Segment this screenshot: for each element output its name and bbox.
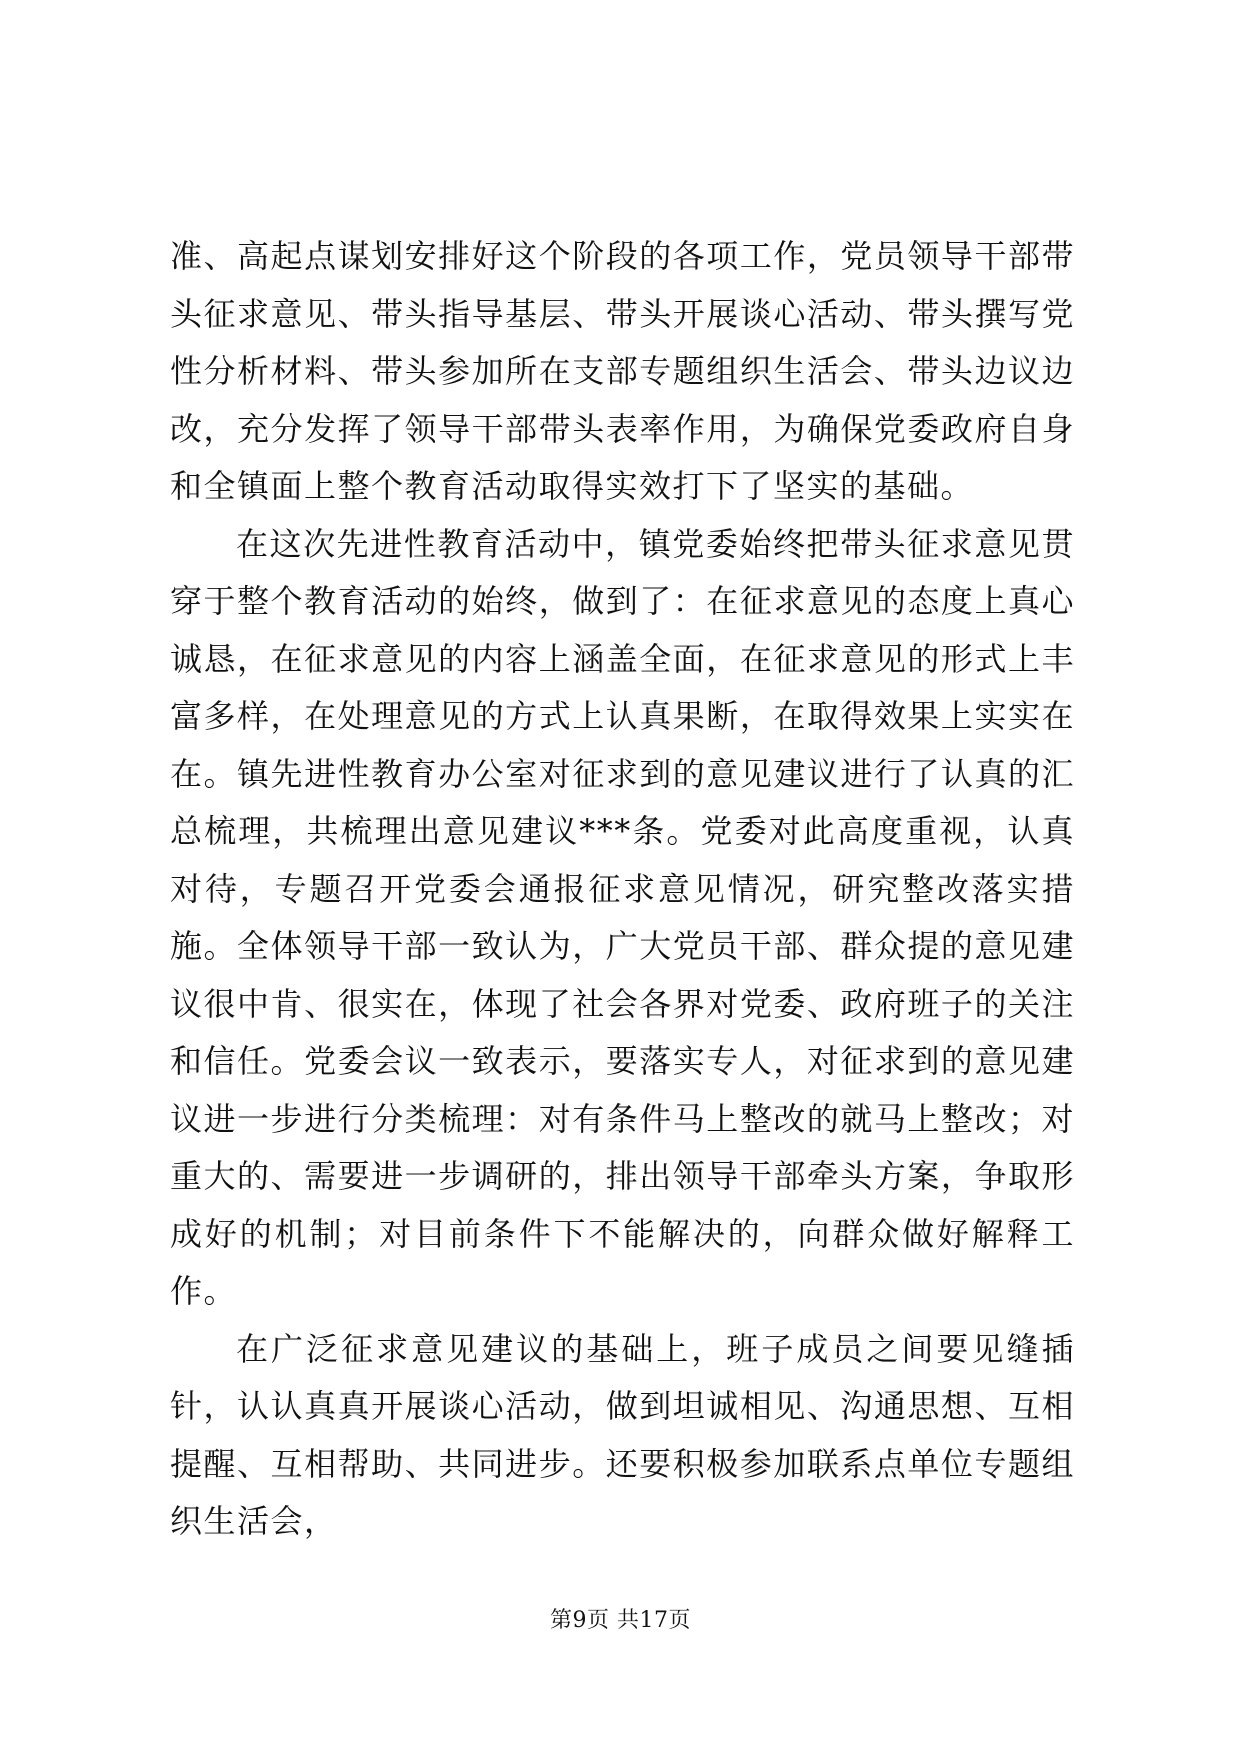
page-footer: 第9页 共17页	[550, 1608, 691, 1633]
paragraph-soliciting-opinions: 在这次先进性教育活动中，镇党委始终把带头征求意见贯穿于整个教育活动的始终，做到了：在征求意见的态度上真心诚恳，在征求意见的内容上涵盖全面，在征求意见的形式上丰富多样，在处理意见的方式上认真果断，在取得效果上实实在在。镇先进性教育办公室对征求到的意见建议进行了认真的汇总梳理，共梳理出意见建议***条。党委对此高度重视，认真对待，专题召开党委会通报征求意见情况，研究整改落实措施。全体领导干部一致认为，广大党员干部、群众提的意见建议很中肯、很实在，体现了社会各界对党委、政府班子的关注和信任。党委会议一致表示，要落实专人，对征求到的意见建议进一步进行分类梳理：对有条件马上整改的就马上整改；对重大的、需要进一步调研的，排出领导干部牵头方案，争取形成好的机制；对目前条件下不能解决的，向群众做好解释工作。	[170, 524, 1075, 1310]
paragraph-continuation: 准、高起点谋划安排好这个阶段的各项工作，党员领导干部带头征求意见、带头指导基层、带头开展谈心活动、带头撰写党性分析材料、带头参加所在支部专题组织生活会、带头边议边改，充分发挥了领导干部带头表率作用，为确保党委政府自身和全镇面上整个教育活动取得实效打下了坚实的基础。	[170, 237, 1075, 505]
paragraph-heart-to-heart-talks: 在广泛征求意见建议的基础上，班子成员之间要见缝插针，认认真真开展谈心活动，做到坦诚相见、沟通思想、互相提醒、互相帮助、共同进步。还要积极参加联系点单位专题组织生活会，	[170, 1329, 1075, 1540]
document-body	[170, 228, 1075, 1551]
